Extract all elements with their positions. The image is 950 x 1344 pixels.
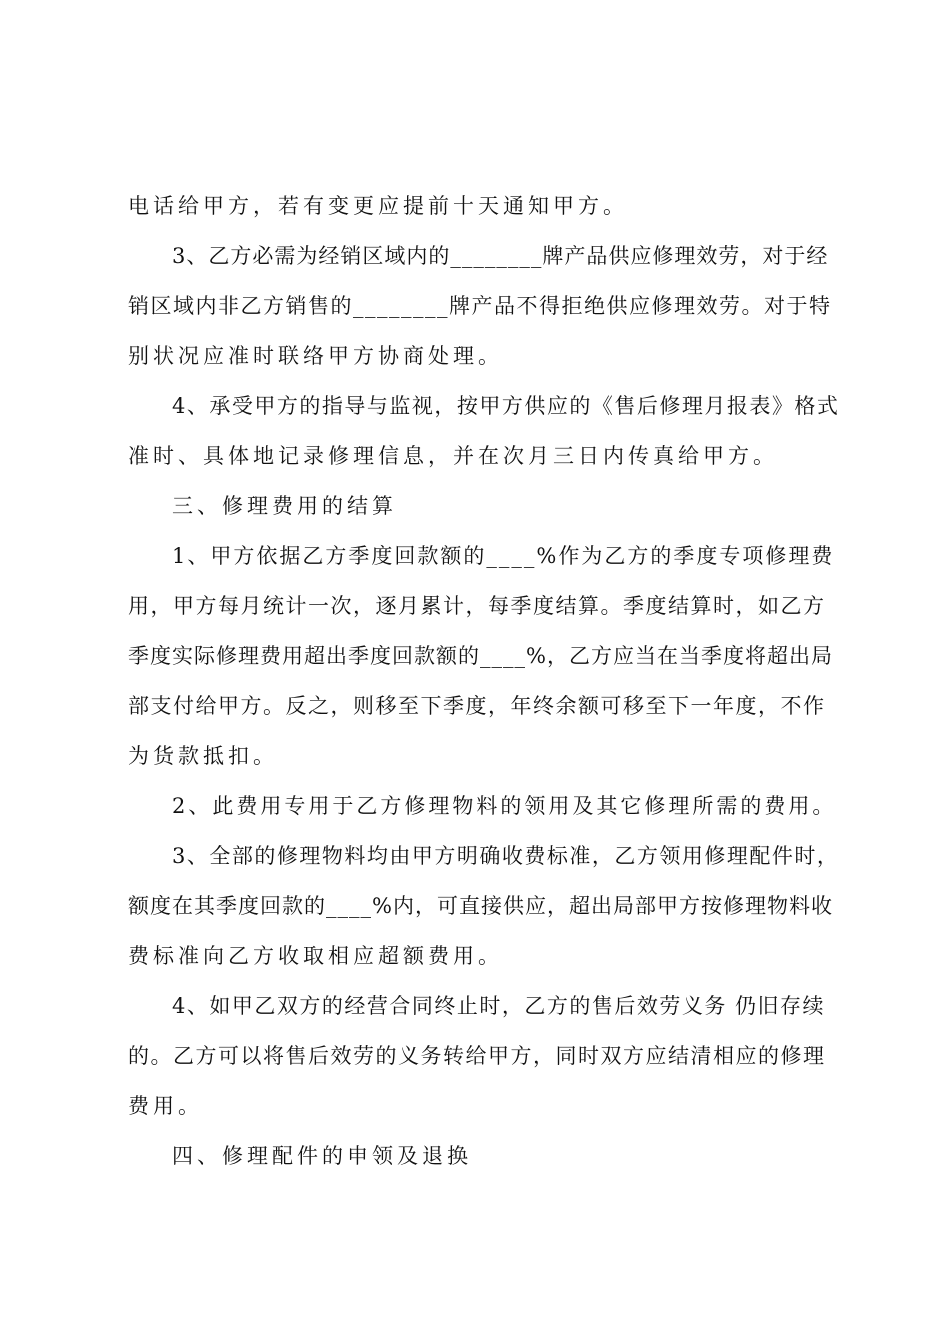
section-heading: 三、修理费用的结算 — [172, 494, 397, 518]
paragraph-line: 4、如甲乙双方的经营合同终止时，乙方的售后效劳义务 仍旧存续 — [172, 994, 826, 1018]
paragraph-line: 销区域内非乙方销售的________牌产品不得拒绝供应修理效劳。对于特 — [128, 294, 832, 318]
paragraph-line: 的。乙方可以将售后效劳的义务转给甲方，同时双方应结清相应的修理 — [128, 1044, 826, 1068]
paragraph-line: 额度在其季度回款的____%内，可直接供应，超出局部甲方按修理物料收 — [128, 894, 833, 918]
paragraph-line: 2、此费用专用于乙方修理物料的领用及其它修理所需的费用。 — [172, 794, 837, 818]
paragraph-line: 电话给甲方，若有变更应提前十天通知甲方。 — [128, 194, 628, 218]
paragraph-line: 用，甲方每月统计一次，逐月累计，每季度结算。季度结算时，如乙方 — [128, 594, 826, 618]
paragraph-line: 3、乙方必需为经销区域内的________牌产品供应修理效劳，对于经 — [172, 244, 829, 268]
paragraph-line: 3、全部的修理物料均由甲方明确收费标准，乙方领用修理配件时， — [172, 844, 840, 868]
paragraph-line: 1、甲方依据乙方季度回款额的____%作为乙方的季度专项修理费 — [172, 544, 835, 568]
paragraph-line: 别状况应准时联络甲方协商处理。 — [128, 344, 503, 368]
paragraph-line: 准时、具体地记录修理信息，并在次月三日内传真给甲方。 — [128, 444, 778, 468]
paragraph-line: 季度实际修理费用超出季度回款额的____%，乙方应当在当季度将超出局 — [128, 644, 833, 668]
paragraph-line: 费标准向乙方收取相应超额费用。 — [128, 944, 503, 968]
section-heading: 四、修理配件的申领及退换 — [172, 1144, 472, 1168]
paragraph-line: 部支付给甲方。反之，则移至下季度，年终余额可移至下一年度，不作 — [128, 694, 826, 718]
paragraph-line: 4、承受甲方的指导与监视，按甲方供应的《售后修理月报表》格式 — [172, 394, 840, 418]
paragraph-line: 为货款抵扣。 — [128, 744, 278, 768]
paragraph-line: 费用。 — [128, 1094, 203, 1118]
